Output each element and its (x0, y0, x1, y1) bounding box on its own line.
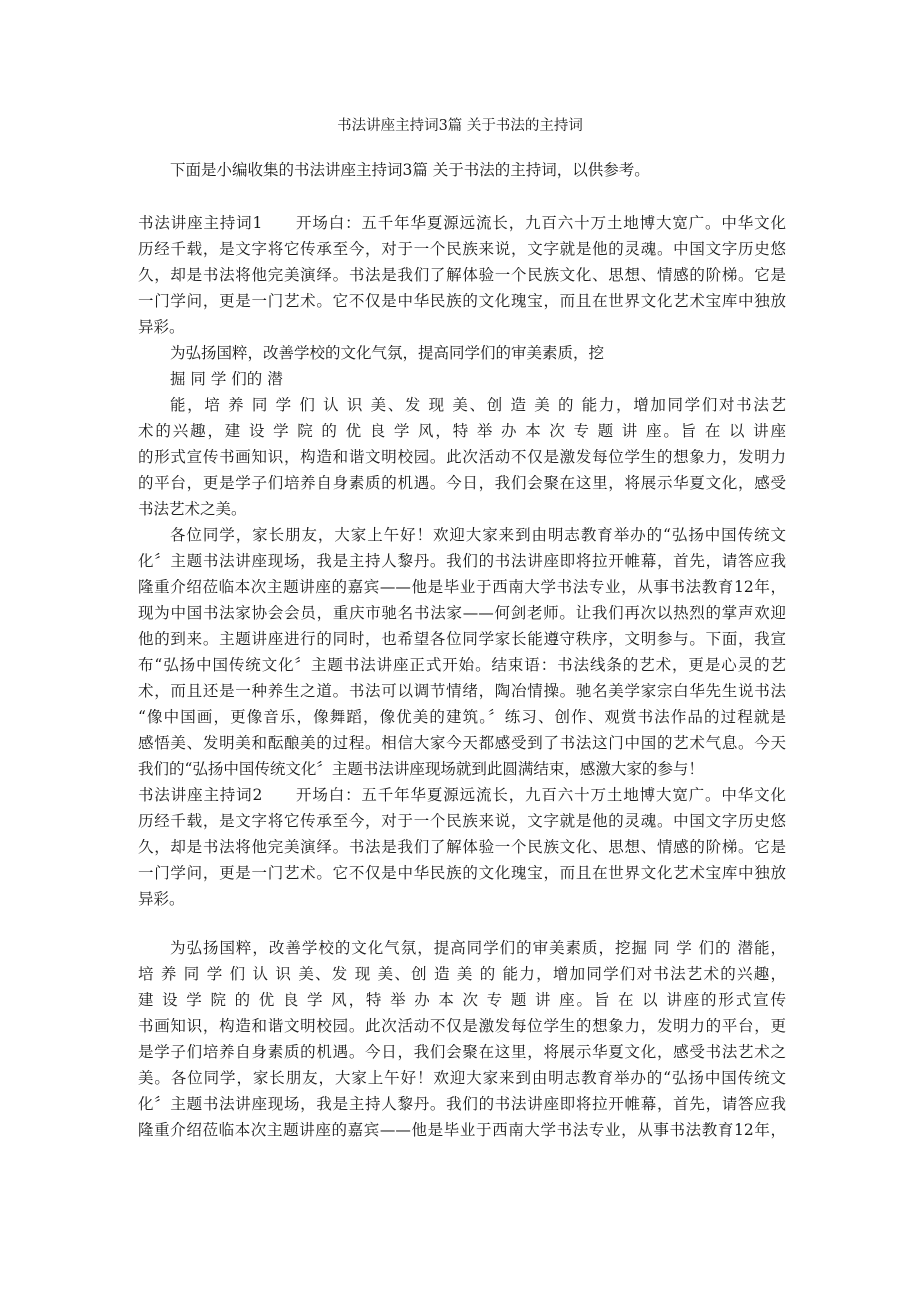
body-line-14: 化〞主题书法讲座现场，我是主持人黎丹。我们的书法讲座即将拉开帷幕，首先，请答应我 (138, 552, 786, 570)
body-line-24: 历经千载，是文字将它传承至今，对于一个民族来说，文字就是他的灵魂。中国文字历史悠 (138, 812, 786, 830)
body-line-16: 现为中国书法家协会会员，重庆市驰名书法家——何剑老师。让我们再次以热烈的掌声欢迎 (138, 604, 786, 622)
body-line-8: 能，培 养 同 学 们 认 识 美、发 现 美、创 造 美 的 能力，增加同学们对书法艺 (170, 396, 786, 414)
body-line-1: 书法讲座主持词1 开场白：五千年华夏源远流长，九百六十万土地博大宽广。中华文化 (138, 214, 786, 232)
body-line-2: 历经千载，是文字将它传承至今，对于一个民族来说，文字就是他的灵魂。中国文字历史悠 (138, 240, 786, 258)
body-line-4: 一门学问，更是一门艺术。它不仅是中华民族的文化瑰宝，而且在世界文化艺术宝库中独放 (138, 292, 786, 310)
body-line-27: 异彩。 (138, 890, 185, 908)
body-line-19: 术，而且还是一种养生之道。书法可以调节情绪，陶冶情操。驰名美学家宗白华先生说书法 (138, 682, 786, 700)
body-line-22: 我们的“弘扬中国传统文化〞主题书法讲座现场就到此圆满结束，感激大家的参与！ (138, 760, 704, 778)
body-line-15: 隆重介绍莅临本次主题讲座的嘉宾——他是毕业于西南大学书法专业，从事书法教育12年， (138, 578, 786, 596)
body-line-28: 为弘扬国粹，改善学校的文化气氛，提高同学们的审美素质，挖掘 同 学 们的 潜能， (170, 939, 786, 957)
body-line-30: 建 设 学 院 的 优 良 学 风，特 举 办 本 次 专 题 讲 座。旨 在 以 讲座的形式宣传 (138, 991, 786, 1009)
body-line-31: 书画知识，构造和谐文明校园。此次活动不仅是激发每位学生的想象力，发明力的平台，更 (138, 1017, 786, 1035)
intro-line: 下面是小编收集的书法讲座主持词3篇 关于书法的主持词，以供参考。 (170, 161, 650, 179)
body-line-10: 的形式宣传书画知识，构造和谐文明校园。此次活动不仅是激发每位学生的想象力，发明力 (138, 448, 786, 466)
body-line-18: 布“弘扬中国传统文化〞主题书法讲座正式开始。结束语：书法线条的艺术，更是心灵的艺 (138, 656, 786, 674)
body-line-25: 久，却是书法将他完美演绎。书法是我们了解体验一个民族文化、思想、情感的阶梯。它是 (138, 838, 786, 856)
body-line-6: 为弘扬国粹，改善学校的文化气氛，提高同学们的审美素质，挖 (170, 344, 605, 362)
body-line-17: 他的到来。主题讲座进行的同时，也希望各位同学家长能遵守秩序，文明参与。下面，我宣 (138, 630, 786, 648)
body-line-9: 术的兴趣，建 设 学 院 的 优 良 学 风，特 举 办 本 次 专 题 讲 座。旨 在 以 讲座 (138, 422, 786, 440)
body-line-21: 感悟美、发明美和酝酿美的过程。相信大家今天都感受到了书法这门中国的艺术气息。今天 (138, 734, 786, 752)
body-line-20: “像中国画，更像音乐，像舞蹈，像优美的建筑。〞练习、创作、观赏书法作品的过程就是 (138, 708, 786, 726)
body-line-32: 是学子们培养自身素质的机遇。今日，我们会聚在这里，将展示华夏文化，感受书法艺术之 (138, 1043, 786, 1061)
body-line-35: 隆重介绍莅临本次主题讲座的嘉宾——他是毕业于西南大学书法专业，从事书法教育12年， (138, 1121, 786, 1139)
document-title: 书法讲座主持词3篇 关于书法的主持词 (337, 118, 583, 134)
body-line-23: 书法讲座主持词2 开场白：五千年华夏源远流长，九百六十万土地博大宽广。中华文化 (138, 786, 786, 804)
body-line-34: 化〞主题书法讲座现场，我是主持人黎丹。我们的书法讲座即将拉开帷幕，首先，请答应我 (138, 1095, 786, 1113)
body-line-5: 异彩。 (138, 318, 185, 336)
body-line-13: 各位同学，家长朋友，大家上午好！欢迎大家来到由明志教育举办的“弘扬中国传统文 (170, 526, 786, 544)
body-line-29: 培 养 同 学 们 认 识 美、发 现 美、创 造 美 的 能力，增加同学们对书法艺术的兴趣， (138, 965, 786, 983)
body-line-33: 美。各位同学，家长朋友，大家上午好！欢迎大家来到由明志教育举办的“弘扬中国传统文 (138, 1069, 786, 1087)
body-line-3: 久，却是书法将他完美演绎。书法是我们了解体验一个民族文化、思想、情感的阶梯。它是 (138, 266, 786, 284)
body-line-26: 一门学问，更是一门艺术。它不仅是中华民族的文化瑰宝，而且在世界文化艺术宝库中独放 (138, 864, 786, 882)
body-line-12: 书法艺术之美。 (138, 500, 247, 518)
body-line-7: 掘 同 学 们的 潜 (170, 370, 283, 388)
body-line-11: 的平台，更是学子们培养自身素质的机遇。今日，我们会聚在这里，将展示华夏文化，感受 (138, 474, 786, 492)
